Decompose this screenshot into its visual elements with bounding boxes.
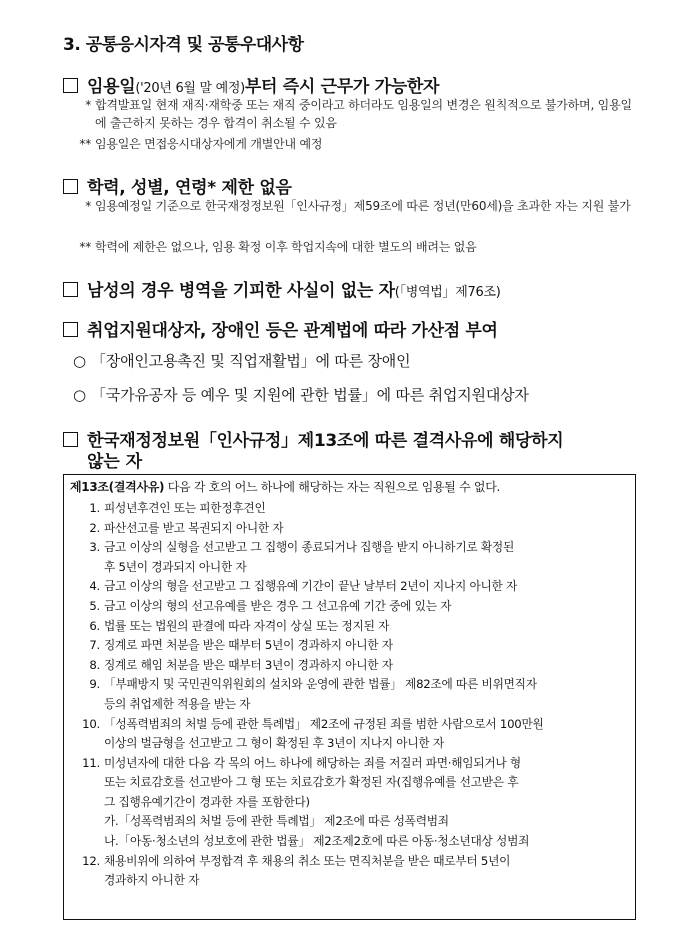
- law-item-number: 4.: [89, 579, 100, 594]
- law-item-number: 5.: [89, 599, 100, 613]
- law-item-number: 7.: [89, 638, 100, 653]
- law-item-number: 11.: [82, 755, 100, 770]
- law-item-line: 피성년후견인 또는 피한정후견인: [104, 501, 266, 515]
- checkbox-square-icon: [63, 282, 78, 297]
- checkbox-square-icon: [63, 78, 78, 93]
- law-item: [82, 715, 632, 754]
- law-item-line: 미성년자에 대한 다음 각 목의 어느 하나에 해당하는 죄를 저질러 파면·해임되거나 형: [104, 755, 521, 770]
- law-item-number: 6.: [89, 618, 100, 633]
- law-item-line: 그 집행유예기간이 경과한 자를 포함한다): [104, 794, 310, 809]
- law-text-box: [63, 474, 636, 920]
- law-item-line: 경과하지 아니한 자: [104, 873, 200, 888]
- law-item: [89, 538, 632, 577]
- law-item-number: 9.: [89, 677, 100, 692]
- list-item: ○ 「장애인고용촉진 및 직업재활법」에 따른 장애인: [73, 352, 411, 370]
- law-item-line: 채용비위에 의하여 부정합격 후 채용의 취소 또는 면직처분을 받은 때로부터 5년이: [104, 853, 511, 868]
- heading-disqualification-cont: 않는 자: [87, 452, 143, 472]
- law-item-line: 후 5년이 경과되지 아니한 자: [104, 559, 247, 574]
- law-item: [89, 597, 632, 617]
- law-item-number: 8.: [89, 657, 100, 672]
- law-item: [82, 852, 632, 891]
- law-item-line: 「성폭력범죄의 처벌 등에 관한 특례법」 제2조에 규정된 죄를 범한 사람으로서 100만원: [104, 716, 544, 731]
- heading-start-date: 임용일('20년 6월 말 예정)부터 즉시 근무가 가능한자: [63, 72, 439, 97]
- heading-bonus-points: 취업지원대상자, 장애인 등은 관계법에 따라 가산점 부여: [63, 316, 498, 341]
- law-item-line: 또는 치료감호를 선고받아 그 형 또는 치료감호가 확정된 자(집행유예를 선고받은 후: [104, 775, 519, 790]
- law-item-number: 3.: [89, 540, 100, 555]
- law-intro: 제13조(결격사유) 다음 각 호의 어느 하나에 해당하는 자는 직원으로 임용될 수 없다.: [70, 480, 501, 494]
- note-item: * 임용예정일 기준으로 한국재정정보원「인사규정」제59조에 따른 정년(만60세)을 초과한 자는 지원 불가: [85, 199, 631, 213]
- law-item-line: 「부패방지 및 국민권익위원회의 설치와 운영에 관한 법률」 제82조에 따른 비위면직자: [104, 677, 537, 692]
- law-item-line: 가.「성폭력범죄의 처벌 등에 관한 특례법」 제2조에 따른 성폭력범죄: [104, 814, 449, 829]
- checkbox-square-icon: [63, 322, 78, 337]
- law-item-line: 파산선고를 받고 복권되지 아니한 자: [104, 520, 284, 535]
- law-item: [89, 577, 632, 597]
- law-item-line: 금고 이상의 실형을 선고받고 그 집행이 종료되거나 집행을 받지 아니하기로 확정된: [104, 540, 515, 555]
- law-item: [89, 636, 632, 656]
- law-item: [89, 617, 632, 637]
- heading-no-restriction: 학력, 성별, 연령* 제한 없음: [63, 173, 292, 198]
- heading-disqualification: 한국재정정보원「인사규정」제13조에 따른 결격사유에 해당하지: [63, 426, 563, 451]
- law-item-number: 1.: [89, 501, 100, 515]
- law-item-line: 이상의 벌금형을 선고받고 그 형이 확정된 후 3년이 지나지 아니한 자: [104, 736, 444, 751]
- list-item: ○ 「국가유공자 등 예우 및 지원에 관한 법률」에 따른 취업지원대상자: [73, 386, 529, 404]
- circle-bullet-icon: ○: [73, 352, 86, 370]
- law-item-line: 금고 이상의 형을 선고받고 그 집행유예 기간이 끝난 날부터 2년이 지나지 아니한 자: [104, 579, 518, 594]
- section-title: 3. 공통응시자격 및 공통우대사항: [63, 35, 304, 55]
- note-item: ** 학력에 제한은 없으나, 임용 확정 이후 학업지속에 대한 별도의 배려는 없음: [79, 240, 477, 254]
- law-item: [89, 519, 632, 539]
- law-item: [89, 675, 632, 714]
- note-item: * 합격발표일 현재 재직·재학중 또는 재직 중이라고 하더라도 임용일의 변경은 원칙적으로 불가하며, 임용일에 출근하지 못하는 경우 합격이 취소될 수 있음: [85, 98, 632, 130]
- heading-military: 남성의 경우 병역을 기피한 사실이 없는 자(「병역법」제76조): [63, 276, 500, 301]
- law-item-line: 징계로 해임 처분을 받은 때부터 3년이 경과하지 아니한 자: [104, 657, 393, 672]
- law-item-number: 12.: [82, 853, 100, 868]
- law-item-line: 징계로 파면 처분을 받은 때부터 5년이 경과하지 아니한 자: [104, 638, 393, 653]
- law-item-number: 2.: [89, 520, 100, 535]
- law-item-number: 10.: [82, 716, 100, 731]
- circle-bullet-icon: ○: [73, 386, 86, 404]
- law-item-line: 법률 또는 법원의 판결에 따라 자격이 상실 또는 정지된 자: [104, 618, 390, 633]
- law-item: [89, 499, 632, 519]
- law-item-line: 금고 이상의 형의 선고유예를 받은 경우 그 선고유예 기간 중에 있는 자: [104, 599, 452, 613]
- law-item: [82, 754, 632, 852]
- law-item: [89, 656, 632, 676]
- checkbox-square-icon: [63, 179, 78, 194]
- checkbox-square-icon: [63, 432, 78, 447]
- law-item-line: 등의 취업제한 적용을 받는 자: [104, 696, 251, 711]
- law-item-line: 나.「아동·청소년의 성보호에 관한 법률」 제2조제2호에 따른 아동·청소년대상 성범죄: [104, 833, 530, 848]
- note-item: ** 임용일은 면접응시대상자에게 개별안내 예정: [79, 137, 323, 151]
